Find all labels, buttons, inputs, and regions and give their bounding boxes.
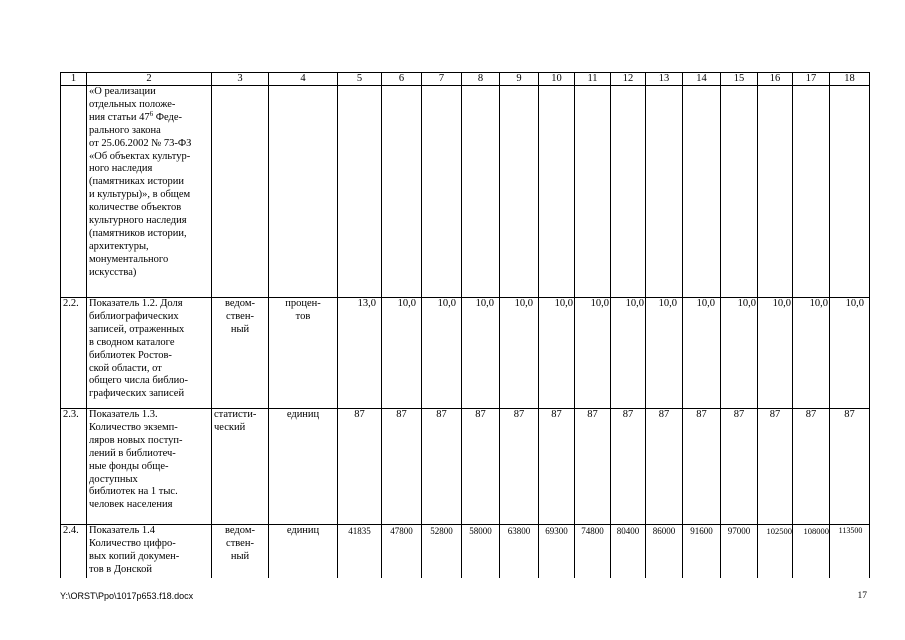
- page-number: 17: [857, 591, 867, 601]
- value-cell: 87: [575, 409, 611, 525]
- header-cell: 6: [382, 73, 422, 86]
- value-cell: 10,0: [758, 298, 793, 409]
- indicator-line: Показатель 1.3.: [89, 409, 158, 420]
- value-cell: 41835: [338, 525, 382, 578]
- indicator-line: «О реализации: [89, 86, 156, 97]
- value-cell: 87: [462, 409, 500, 525]
- indicator-line-part: ния статьи 47: [89, 111, 150, 123]
- indicator-line: ской области, от: [89, 362, 162, 374]
- value-cell: 10,0: [793, 298, 830, 409]
- source-line: ведом-: [225, 298, 255, 309]
- value-cell: 10,0: [382, 298, 422, 409]
- source-cell: [212, 409, 269, 525]
- value-cell: 87: [830, 409, 870, 525]
- indicator-line: (памятников истории,: [89, 227, 187, 239]
- row-number: 2.4.: [61, 525, 87, 578]
- empty-cell: [721, 86, 758, 298]
- source-line: ческий: [214, 421, 246, 433]
- indicator-line-part: Феде-: [153, 111, 183, 123]
- indicator-line: доступных: [89, 473, 138, 485]
- value-cell: 80400: [611, 525, 646, 578]
- indicator-line: от 25.06.2002 № 73-ФЗ: [89, 137, 192, 149]
- value-cell: 87: [422, 409, 462, 525]
- source-cell: [212, 298, 269, 409]
- indicator-line: [89, 109, 209, 125]
- file-path: Y:\ORST\Ppo\1017p653.f18.docx: [60, 591, 194, 601]
- header-cell: 7: [422, 73, 462, 86]
- empty-cell: [793, 86, 830, 298]
- value-cell: 113500: [830, 525, 870, 578]
- indicator-line: ного наследия: [89, 163, 153, 175]
- indicator-line: библиотек Ростов-: [89, 349, 172, 361]
- value-cell: 52800: [422, 525, 462, 578]
- source-line: ный: [230, 550, 250, 562]
- indicator-line: Показатель 1.4: [89, 525, 155, 536]
- indicator-line: библиографических: [89, 310, 179, 322]
- value-cell: 10,0: [683, 298, 721, 409]
- source-cell: [212, 525, 269, 578]
- row-number: 2.2.: [61, 298, 87, 409]
- indicator-line: общего числа библио-: [89, 375, 188, 387]
- value-cell: 10,0: [539, 298, 575, 409]
- value-cell: 87: [721, 409, 758, 525]
- indicator-line: лений в библиотеч-: [89, 447, 176, 459]
- header-cell: 11: [575, 73, 611, 86]
- value-cell: 10,0: [646, 298, 683, 409]
- empty-cell: [830, 86, 870, 298]
- empty-cell: [646, 86, 683, 298]
- value-cell: 58000: [462, 525, 500, 578]
- value-cell: 87: [611, 409, 646, 525]
- empty-cell: [611, 86, 646, 298]
- value-cell: 10,0: [575, 298, 611, 409]
- header-cell: 10: [539, 73, 575, 86]
- unit-line: единиц: [286, 525, 320, 536]
- indicator-line: культурного наследия: [89, 215, 187, 227]
- header-cell: 3: [212, 73, 269, 86]
- header-cell: 18: [830, 73, 870, 86]
- superscript: 6: [149, 109, 154, 118]
- indicator-cell: [87, 409, 212, 525]
- indicator-line: в сводном каталоге: [89, 336, 175, 348]
- value-cell: 10,0: [422, 298, 462, 409]
- indicator-line: вых копий докумен-: [89, 550, 180, 562]
- row-number-cell: [61, 86, 87, 298]
- empty-cell: [422, 86, 462, 298]
- source-line: ствен-: [226, 537, 254, 549]
- empty-cell: [500, 86, 539, 298]
- value-cell: 10,0: [611, 298, 646, 409]
- empty-cell: [338, 86, 382, 298]
- indicator-line: Количество цифро-: [89, 537, 176, 549]
- indicator-line: (памятниках истории: [89, 176, 185, 188]
- indicator-line: «Об объектах культур-: [89, 150, 191, 162]
- indicator-line: архитектуры,: [89, 240, 149, 252]
- indicator-line: графических записей: [89, 388, 185, 400]
- indicator-line: рального закона: [89, 124, 161, 136]
- header-cell: 1: [61, 73, 87, 86]
- value-cell: 47800: [382, 525, 422, 578]
- header-cell: 14: [683, 73, 721, 86]
- empty-cell: [462, 86, 500, 298]
- value-cell: 87: [500, 409, 539, 525]
- header-cell: 12: [611, 73, 646, 86]
- indicator-line: библиотек на 1 тыс.: [89, 486, 178, 498]
- header-cell: 5: [338, 73, 382, 86]
- value-cell: 87: [382, 409, 422, 525]
- value-cell: 87: [646, 409, 683, 525]
- indicator-line: количестве объектов: [89, 202, 182, 214]
- header-cell: 8: [462, 73, 500, 86]
- table-row-continued: [61, 86, 870, 298]
- value-cell: 13,0: [338, 298, 382, 409]
- header-cell: 13: [646, 73, 683, 86]
- empty-cell: [269, 86, 338, 298]
- table-row: [61, 525, 870, 578]
- header-cell: 16: [758, 73, 793, 86]
- indicator-line: человек населения: [89, 499, 173, 511]
- value-cell: 102500: [758, 525, 793, 578]
- indicator-table: [60, 72, 870, 578]
- header-cell: 2: [87, 73, 212, 86]
- value-cell: 91600: [683, 525, 721, 578]
- value-cell: 87: [338, 409, 382, 525]
- value-cell: 108000: [793, 525, 830, 578]
- indicator-line: записей, отраженных: [89, 323, 185, 335]
- value-cell: 74800: [575, 525, 611, 578]
- indicator-line: ляров новых поступ-: [89, 434, 183, 446]
- unit-line: процен-: [285, 298, 321, 309]
- indicator-line: Показатель 1.2. Доля: [89, 298, 183, 309]
- indicator-cell: [87, 86, 212, 298]
- source-line: ствен-: [226, 310, 254, 322]
- value-cell: 10,0: [462, 298, 500, 409]
- value-cell: 97000: [721, 525, 758, 578]
- value-cell: 63800: [500, 525, 539, 578]
- header-cell: 9: [500, 73, 539, 86]
- value-cell: 69300: [539, 525, 575, 578]
- header-cell: 4: [269, 73, 338, 86]
- empty-cell: [683, 86, 721, 298]
- value-cell: 87: [683, 409, 721, 525]
- unit-cell: [269, 525, 338, 578]
- unit-cell: [269, 298, 338, 409]
- empty-cell: [758, 86, 793, 298]
- indicator-line: монументального: [89, 253, 169, 265]
- unit-line: тов: [295, 310, 311, 322]
- indicator-line: искусства): [89, 266, 137, 278]
- unit-line: единиц: [286, 409, 320, 420]
- indicator-line: отдельных положе-: [89, 98, 176, 110]
- table-row: [61, 298, 870, 409]
- value-cell: 87: [539, 409, 575, 525]
- empty-cell: [539, 86, 575, 298]
- value-cell: 87: [793, 409, 830, 525]
- header-row: [61, 73, 870, 86]
- value-cell: 10,0: [721, 298, 758, 409]
- value-cell: 10,0: [830, 298, 870, 409]
- value-cell: 86000: [646, 525, 683, 578]
- header-cell: 15: [721, 73, 758, 86]
- value-cell: 10,0: [500, 298, 539, 409]
- source-line: ный: [230, 323, 250, 335]
- indicator-line: тов в Донской: [89, 563, 152, 575]
- empty-cell: [212, 86, 269, 298]
- empty-cell: [382, 86, 422, 298]
- header-cell: 17: [793, 73, 830, 86]
- value-cell: 87: [758, 409, 793, 525]
- empty-cell: [575, 86, 611, 298]
- unit-cell: [269, 409, 338, 525]
- source-line: статисти-: [214, 409, 257, 420]
- indicator-cell: [87, 298, 212, 409]
- table-row: [61, 409, 870, 525]
- indicator-line: Количество экземп-: [89, 421, 178, 433]
- indicator-line: ные фонды обще-: [89, 460, 169, 472]
- indicator-cell: [87, 525, 212, 578]
- source-line: ведом-: [225, 525, 255, 536]
- row-number: 2.3.: [61, 409, 87, 525]
- indicator-line: и культуры)», в общем: [89, 189, 191, 201]
